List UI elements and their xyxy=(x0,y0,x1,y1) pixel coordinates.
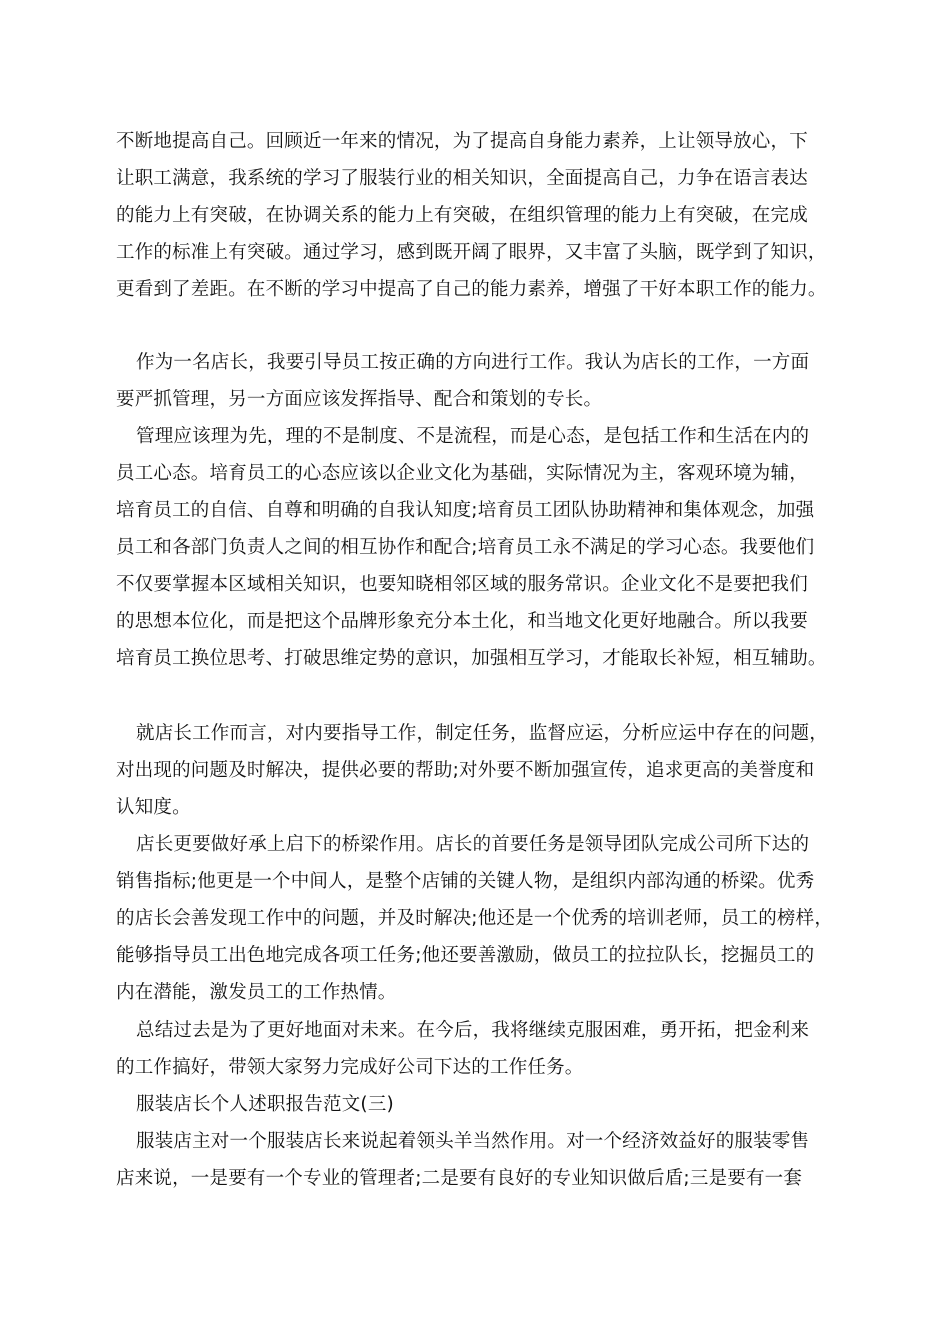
text-line: 内在潜能，激发员工的工作热情。 xyxy=(116,982,397,1003)
text-line: 员工和各部门负责人之间的相互协作和配合;培育员工永不满足的学习心态。我要他们 xyxy=(116,537,815,558)
text-line: 对出现的问题及时解决，提供必要的帮助;对外要不断加强宣传，追求更高的美誉度和 xyxy=(116,760,815,781)
text-line: 培育员工换位思考、打破思维定势的意识，加强相互学习，才能取长补短，相互辅助。 xyxy=(116,648,827,669)
text-line: 让职工满意，我系统的学习了服装行业的相关知识，全面提高自己，力争在语言表达 xyxy=(116,168,808,189)
text-line: 认知度。 xyxy=(116,797,191,818)
text-line: 能够指导员工出色地完成各项工任务;他还要善激励，做员工的拉拉队长，挖掘员工的 xyxy=(116,945,815,966)
text-line: 不仅要掌握本区域相关知识，也要知晓相邻区域的服务常识。企业文化不是要把我们 xyxy=(116,574,808,595)
heading-text: 服装店长个人述职报告范文(三) xyxy=(136,1094,394,1115)
text-line: 服装店主对一个服装店长来说起着领头羊当然作用。对一个经济效益好的服装零售 xyxy=(136,1131,810,1152)
text-line: 的店长会善发现工作中的问题，并及时解决;他还是一个优秀的培训老师，员工的榜样， xyxy=(116,908,834,929)
text-line: 作为一名店长，我要引导员工按正确的方向进行工作。我认为店长的工作，一方面 xyxy=(136,352,810,373)
text-line: 管理应该理为先，理的不是制度、不是流程，而是心态，是包括工作和生活在内的 xyxy=(136,426,810,447)
text-line: 的工作搞好，带领大家努力完成好公司下达的工作任务。 xyxy=(116,1057,584,1078)
text-line: 要严抓管理，另一方面应该发挥指导、配合和策划的专长。 xyxy=(116,389,603,410)
text-line: 总结过去是为了更好地面对未来。在今后，我将继续克服困难，勇开拓，把金利来 xyxy=(136,1020,810,1041)
text-line: 的思想本位化，而是把这个品牌形象充分本土化，和当地文化更好地融合。所以我要 xyxy=(116,611,808,632)
text-line: 不断地提高自己。回顾近一年来的情况，为了提高自身能力素养，上让领导放心，下 xyxy=(116,131,808,152)
text-line: 工作的标准上有突破。通过学习，感到既开阔了眼界，又丰富了头脑，既学到了知识， xyxy=(116,242,827,263)
text-line: 的能力上有突破，在协调关系的能力上有突破，在组织管理的能力上有突破，在完成 xyxy=(116,205,808,226)
text-line: 店长更要做好承上启下的桥梁作用。店长的首要任务是领导团队完成公司所下达的 xyxy=(136,834,810,855)
text-line: 销售指标;他更是一个中间人，是整个店铺的关键人物，是组织内部沟通的桥梁。优秀 xyxy=(116,871,815,892)
text-line: 更看到了差距。在不断的学习中提高了自己的能力素养，增强了干好本职工作的能力。 xyxy=(116,279,827,300)
text-line: 就店长工作而言，对内要指导工作，制定任务，监督应运，分析应运中存在的问题， xyxy=(136,723,828,744)
text-line: 培育员工的自信、自尊和明确的自我认知度;培育员工团队协助精神和集体观念，加强 xyxy=(116,500,815,521)
text-line: 员工心态。培育员工的心态应该以企业文化为基础，实际情况为主，客观环境为辅， xyxy=(116,463,808,484)
text-line: 店来说，一是要有一个专业的管理者;二是要有良好的专业知识做后盾;三是要有一套 xyxy=(116,1168,803,1189)
